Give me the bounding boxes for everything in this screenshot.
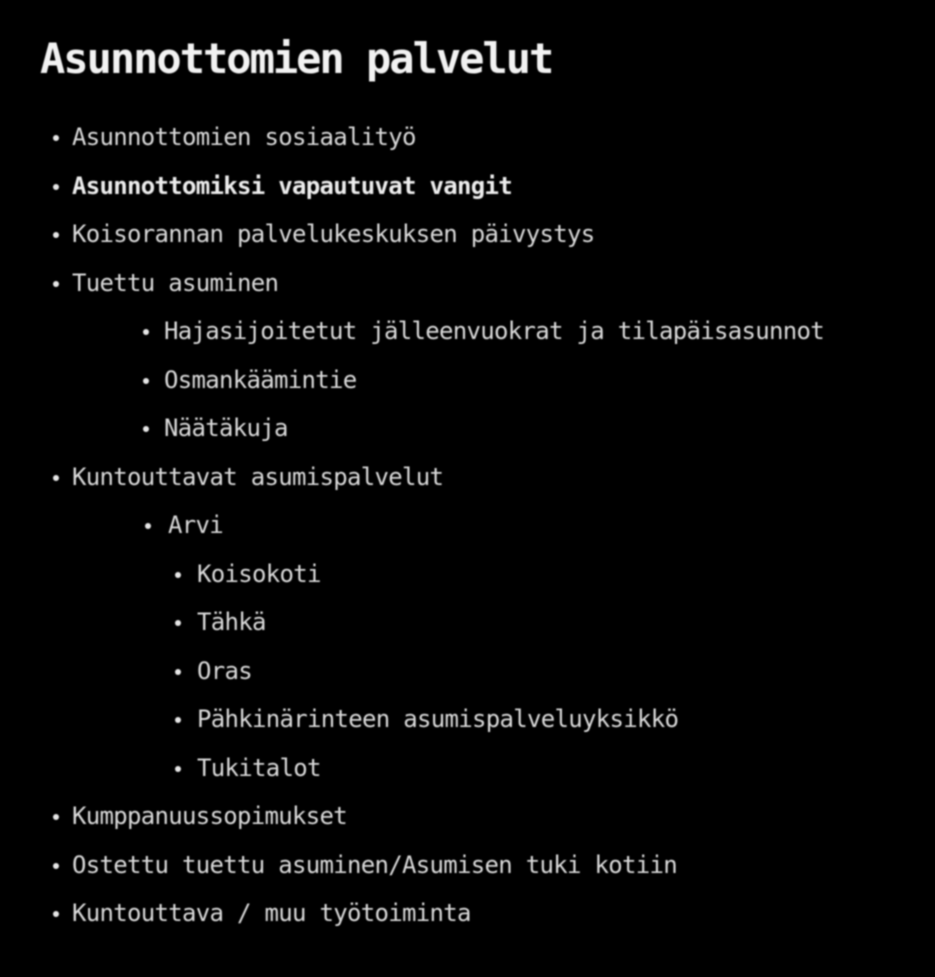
bullet-icon [145,523,151,529]
list-item-text: Pähkinärinteen asumispalveluyksikkö [197,705,679,733]
list-item [0,606,935,655]
list-item [0,461,935,510]
service-list [0,121,935,946]
bullet-icon [53,814,59,820]
list-item-text: Kuntouttavat asumispalvelut [72,462,444,491]
list-item [0,315,935,364]
list-item [0,558,935,607]
list-item [0,655,935,704]
list-item-text: Ostettu tuettu asuminen/Asumisen tuki kotiin [72,850,677,879]
bullet-icon [143,426,149,432]
list-item-text: Tukitalot [197,753,321,782]
bullet-icon [143,378,149,384]
bullet-icon [53,863,59,869]
list-item-text: Näätäkuja [164,414,288,442]
list-item-text: Arvi [168,511,223,539]
bullet-icon [175,620,181,626]
list-item-text: Tuettu asuminen [72,268,279,297]
list-item [0,170,935,219]
list-item-text: Oras [197,656,252,685]
list-item-text: Kuntouttava / muu työtoiminta [72,899,471,927]
list-item [0,897,935,946]
bullet-icon [175,572,181,578]
list-item-text: Osmankäämintie [164,365,357,394]
bullet-icon [175,717,181,723]
list-item-text: Koisorannan palvelukeskuksen päivystys [72,220,595,248]
list-item-text: Asunnottomien sosiaalityö [72,123,416,151]
list-item-text: Kumppanuussopimukset [72,802,347,830]
bullet-icon [53,232,59,238]
list-item [0,218,935,267]
bullet-icon [53,911,59,917]
list-item [0,412,935,461]
bullet-icon [53,475,59,481]
bullet-icon [143,329,149,335]
list-item [0,849,935,898]
list-item [0,267,935,316]
list-item [0,703,935,752]
list-item-text: Hajasijoitetut jälleenvuokrat ja tilapäisasunnot [164,317,824,345]
list-item [0,509,935,558]
bullet-icon [53,184,59,190]
list-item [0,364,935,413]
bullet-icon [53,135,59,141]
list-item-text: Koisokoti [197,559,321,588]
list-item [0,121,935,170]
bullet-icon [53,281,59,287]
list-item [0,800,935,849]
bullet-icon [175,669,181,675]
slide-title: Asunnottomien palvelut [40,34,553,83]
list-item-text: Tähkä [197,608,266,636]
bullet-icon [175,766,181,772]
list-item [0,752,935,801]
list-item-text: Asunnottomiksi vapautuvat vangit [72,171,512,200]
